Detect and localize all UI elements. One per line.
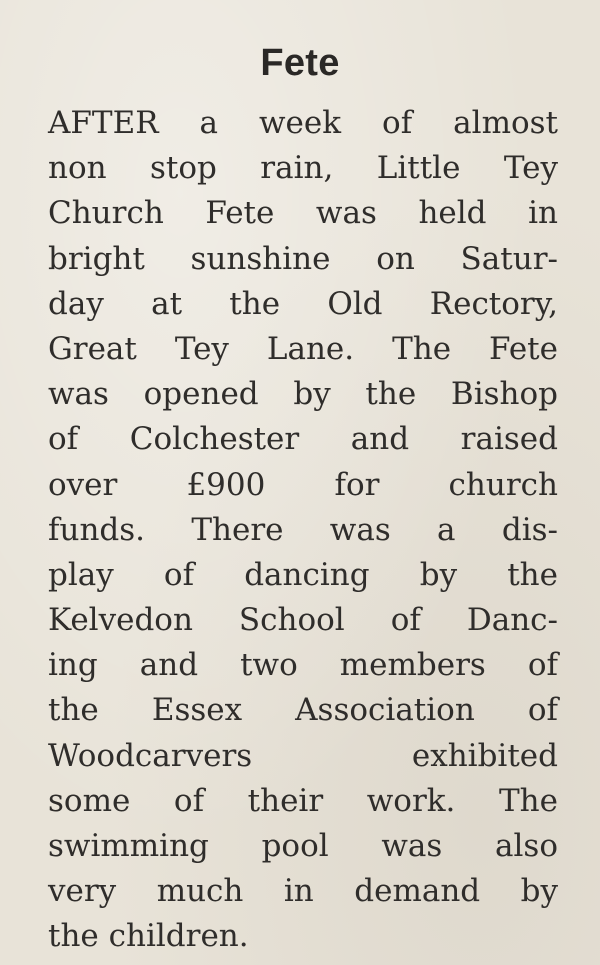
article-line: bright sunshine on Satur- — [48, 240, 558, 277]
article-line: ing and two members of — [48, 647, 558, 684]
article-headline: Fete — [260, 42, 340, 84]
article-line: day at the Old Rectory, — [48, 285, 558, 322]
article-line: Kelvedon School of Danc- — [48, 602, 558, 639]
article-line: the Essex Association of — [48, 692, 558, 729]
article-line: swimming pool was also — [48, 828, 558, 864]
article-line: some of their work. The — [48, 782, 558, 819]
article-line: non stop rain, Little Tey — [48, 150, 558, 187]
article-line: over £900 for church — [48, 466, 558, 503]
article-body — [48, 101, 558, 960]
article-line: very much in demand by — [48, 873, 558, 910]
article-line: was opened by the Bishop — [48, 376, 558, 413]
article-line: AFTER a week of almost — [48, 105, 558, 141]
article-line: Woodcarvers exhibited — [48, 737, 558, 774]
article-line: of Colchester and raised — [48, 421, 558, 458]
article-line: funds. There was a dis- — [48, 511, 558, 548]
article-line: play of dancing by the — [48, 556, 558, 593]
article-line: the children. — [48, 918, 249, 955]
article-line: Church Fete was held in — [48, 195, 558, 232]
article-line: Great Tey Lane. The Fete — [48, 330, 558, 367]
